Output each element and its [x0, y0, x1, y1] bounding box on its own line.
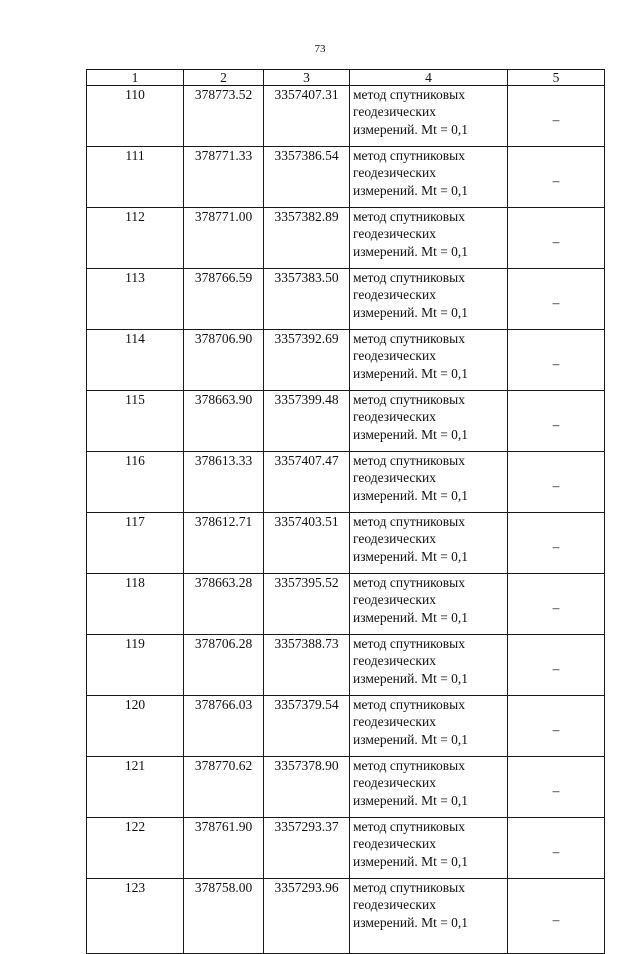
method-line: геодезических: [353, 348, 436, 364]
method-line: геодезических: [353, 165, 436, 181]
column-5-cell: –: [508, 86, 605, 147]
table-row: [87, 86, 605, 147]
point-number-cell: 117: [87, 513, 184, 574]
x-coordinate-cell: 378663.28: [184, 574, 264, 635]
column-5-cell: –: [508, 513, 605, 574]
column-5-cell: –: [508, 452, 605, 513]
y-coordinate-cell: 3357388.73: [264, 635, 350, 696]
point-number-cell: 120: [87, 696, 184, 757]
column-5-cell: –: [508, 330, 605, 391]
x-coordinate-cell: 378771.33: [184, 147, 264, 208]
column-5-cell: –: [508, 757, 605, 818]
point-number-cell: 121: [87, 757, 184, 818]
column-5-cell: –: [508, 391, 605, 452]
table-row: [87, 757, 605, 818]
x-coordinate-cell: 378766.59: [184, 269, 264, 330]
method-line: геодезических: [353, 409, 436, 425]
column-5-cell: –: [508, 574, 605, 635]
method-cell: [350, 391, 508, 452]
method-line: метод спутниковых: [353, 331, 465, 346]
method-line: измерений. Mt = 0,1: [353, 243, 469, 259]
method-cell: [350, 330, 508, 391]
method-line: метод спутниковых: [353, 819, 465, 834]
x-coordinate-cell: 378613.33: [184, 452, 264, 513]
table-body: [87, 86, 605, 954]
point-number-cell: 110: [87, 86, 184, 147]
method-cell: [350, 513, 508, 574]
method-cell: [350, 147, 508, 208]
coordinates-table: [86, 69, 605, 954]
method-line: геодезических: [353, 470, 436, 486]
x-coordinate-cell: 378663.90: [184, 391, 264, 452]
method-cell: [350, 635, 508, 696]
y-coordinate-cell: 3357386.54: [264, 147, 350, 208]
x-coordinate-cell: 378758.00: [184, 879, 264, 954]
column-5-cell: –: [508, 879, 605, 954]
y-coordinate-cell: 3357403.51: [264, 513, 350, 574]
table-row: [87, 330, 605, 391]
point-number-cell: 116: [87, 452, 184, 513]
method-line: измерений. Mt = 0,1: [353, 365, 469, 381]
method-line: метод спутниковых: [353, 514, 465, 529]
y-coordinate-cell: 3357407.31: [264, 86, 350, 147]
method-line: измерений. Mt = 0,1: [353, 182, 469, 198]
column-header-3: 3: [264, 70, 350, 86]
table-row: [87, 513, 605, 574]
table-row: [87, 574, 605, 635]
table-row: [87, 818, 605, 879]
y-coordinate-cell: 3357383.50: [264, 269, 350, 330]
y-coordinate-cell: 3357382.89: [264, 208, 350, 269]
method-line: метод спутниковых: [353, 880, 465, 895]
x-coordinate-cell: 378706.28: [184, 635, 264, 696]
method-line: геодезических: [353, 714, 436, 730]
method-line: измерений. Mt = 0,1: [353, 548, 469, 564]
method-line: измерений. Mt = 0,1: [353, 609, 469, 625]
point-number-cell: 123: [87, 879, 184, 954]
method-line: метод спутниковых: [353, 87, 465, 102]
x-coordinate-cell: 378761.90: [184, 818, 264, 879]
x-coordinate-cell: 378771.00: [184, 208, 264, 269]
method-line: геодезических: [353, 836, 436, 852]
method-line: геодезических: [353, 897, 436, 913]
table-row: [87, 391, 605, 452]
method-cell: [350, 208, 508, 269]
table-row: [87, 208, 605, 269]
method-line: метод спутниковых: [353, 148, 465, 163]
x-coordinate-cell: 378770.62: [184, 757, 264, 818]
method-cell: [350, 818, 508, 879]
column-5-cell: –: [508, 208, 605, 269]
method-line: измерений. Mt = 0,1: [353, 304, 469, 320]
method-line: метод спутниковых: [353, 453, 465, 468]
x-coordinate-cell: 378766.03: [184, 696, 264, 757]
method-line: геодезических: [353, 531, 436, 547]
method-line: измерений. Mt = 0,1: [353, 487, 469, 503]
table-row: [87, 269, 605, 330]
method-line: метод спутниковых: [353, 209, 465, 224]
method-line: геодезических: [353, 104, 436, 120]
point-number-cell: 114: [87, 330, 184, 391]
point-number-cell: 111: [87, 147, 184, 208]
method-cell: [350, 696, 508, 757]
method-cell: [350, 574, 508, 635]
column-5-cell: –: [508, 635, 605, 696]
method-cell: [350, 269, 508, 330]
method-line: геодезических: [353, 287, 436, 303]
y-coordinate-cell: 3357378.90: [264, 757, 350, 818]
method-line: метод спутниковых: [353, 270, 465, 285]
method-line: метод спутниковых: [353, 697, 465, 712]
y-coordinate-cell: 3357293.96: [264, 879, 350, 954]
point-number-cell: 118: [87, 574, 184, 635]
table-row: [87, 879, 605, 954]
method-cell: [350, 879, 508, 954]
column-5-cell: –: [508, 696, 605, 757]
point-number-cell: 122: [87, 818, 184, 879]
y-coordinate-cell: 3357293.37: [264, 818, 350, 879]
method-line: геодезических: [353, 592, 436, 608]
page-number: 73: [314, 43, 326, 55]
y-coordinate-cell: 3357399.48: [264, 391, 350, 452]
method-line: измерений. Mt = 0,1: [353, 670, 469, 686]
method-line: измерений. Mt = 0,1: [353, 731, 469, 747]
column-header-5: 5: [508, 70, 605, 86]
column-header-2: 2: [184, 70, 264, 86]
method-line: метод спутниковых: [353, 758, 465, 773]
table-header: [87, 70, 605, 86]
x-coordinate-cell: 378706.90: [184, 330, 264, 391]
point-number-cell: 115: [87, 391, 184, 452]
point-number-cell: 112: [87, 208, 184, 269]
point-number-cell: 113: [87, 269, 184, 330]
method-cell: [350, 86, 508, 147]
column-5-cell: –: [508, 818, 605, 879]
method-line: метод спутниковых: [353, 575, 465, 590]
column-5-cell: –: [508, 147, 605, 208]
method-cell: [350, 452, 508, 513]
table-row: [87, 696, 605, 757]
column-header-4: 4: [350, 70, 508, 86]
method-line: метод спутниковых: [353, 392, 465, 407]
method-line: геодезических: [353, 775, 436, 791]
method-line: измерений. Mt = 0,1: [353, 853, 469, 869]
method-line: измерений. Mt = 0,1: [353, 914, 469, 930]
y-coordinate-cell: 3357395.52: [264, 574, 350, 635]
y-coordinate-cell: 3357392.69: [264, 330, 350, 391]
y-coordinate-cell: 3357379.54: [264, 696, 350, 757]
method-line: геодезических: [353, 653, 436, 669]
method-cell: [350, 757, 508, 818]
method-line: метод спутниковых: [353, 636, 465, 651]
point-number-cell: 119: [87, 635, 184, 696]
column-5-cell: –: [508, 269, 605, 330]
x-coordinate-cell: 378612.71: [184, 513, 264, 574]
y-coordinate-cell: 3357407.47: [264, 452, 350, 513]
method-line: измерений. Mt = 0,1: [353, 426, 469, 442]
method-line: геодезических: [353, 226, 436, 242]
x-coordinate-cell: 378773.52: [184, 86, 264, 147]
table-row: [87, 452, 605, 513]
column-header-1: 1: [87, 70, 184, 86]
table-row: [87, 147, 605, 208]
table-row: [87, 635, 605, 696]
header-row: [87, 70, 605, 86]
method-line: измерений. Mt = 0,1: [353, 121, 469, 137]
method-line: измерений. Mt = 0,1: [353, 792, 469, 808]
